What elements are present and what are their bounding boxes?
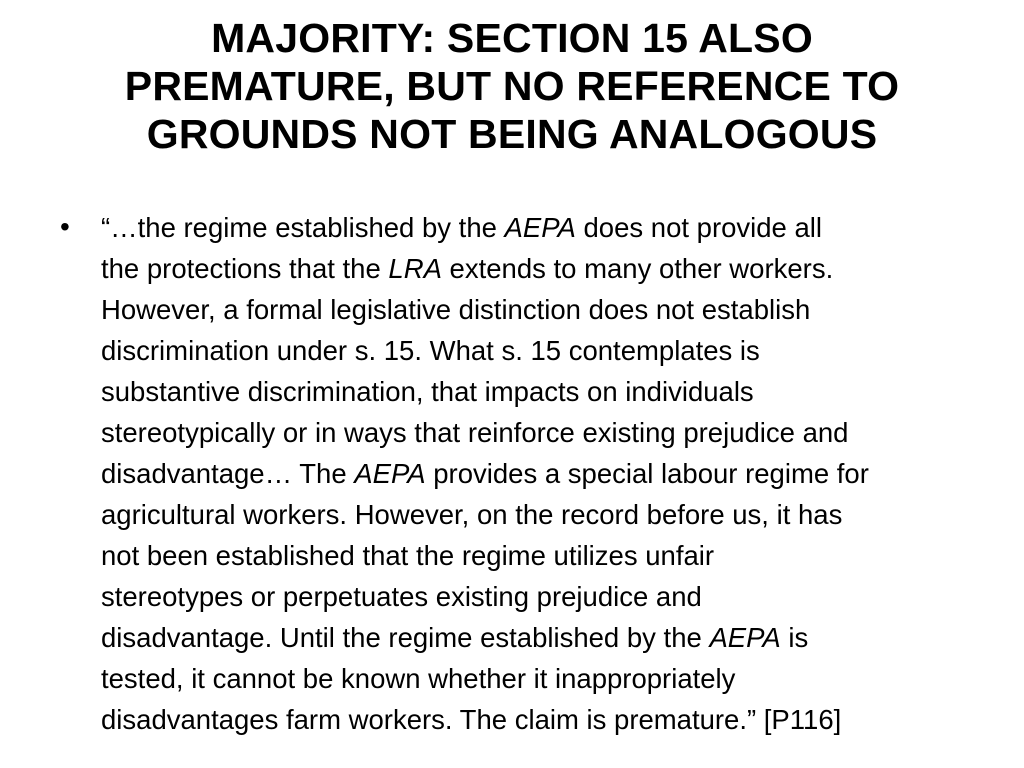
quote-segment: provides a special labour regime for	[425, 458, 869, 489]
quote-line: discrimination under s. 15. What s. 15 contemplates is	[101, 335, 760, 366]
slide-title-line: MAJORITY: SECTION 15 ALSO	[211, 15, 813, 61]
quote-line	[101, 617, 980, 658]
quote-line: not been established that the regime utilizes unfair	[101, 540, 715, 571]
quote-line: disadvantages farm workers. The claim is premature.” [P116]	[101, 704, 842, 735]
quote-line	[101, 453, 980, 494]
quote-line: substantive discrimination, that impacts on individuals	[101, 376, 754, 407]
slide-title-line: GROUNDS NOT BEING ANALOGOUS	[146, 111, 878, 157]
quote-segment: extends to many other workers.	[441, 253, 834, 284]
slide-title	[60, 14, 964, 158]
quote-segment: is	[780, 622, 809, 653]
quote-line: tested, it cannot be known whether it inappropriately	[101, 663, 736, 694]
quote-segment: the protections that the	[101, 253, 389, 284]
slide-title-line: PREMATURE, BUT NO REFERENCE TO	[124, 63, 900, 109]
quote-italic-segment: AEPA	[504, 212, 576, 243]
quote-segment: does not provide all	[575, 212, 823, 243]
bullet-icon: •	[60, 211, 70, 242]
quote-italic-segment: AEPA	[709, 622, 781, 653]
quote-line: stereotypically or in ways that reinforce existing prejudice and	[101, 417, 849, 448]
quote-text	[101, 207, 980, 740]
quote-segment: disadvantage… The	[101, 458, 355, 489]
quote-line: agricultural workers. However, on the record before us, it has	[101, 499, 843, 530]
bullet-list	[60, 207, 980, 740]
quote-italic-segment: AEPA	[354, 458, 426, 489]
quote-italic-segment: LRA	[388, 253, 442, 284]
quote-line	[101, 207, 980, 248]
quote-segment: disadvantage. Until the regime established by the	[101, 622, 710, 653]
quote-line	[101, 248, 980, 289]
bullet-item	[60, 207, 980, 740]
quote-line: stereotypes or perpetuates existing prejudice and	[101, 581, 702, 612]
quote-segment: “…the regime established by the	[101, 212, 505, 243]
quote-line: However, a formal legislative distinction does not establish	[101, 294, 811, 325]
